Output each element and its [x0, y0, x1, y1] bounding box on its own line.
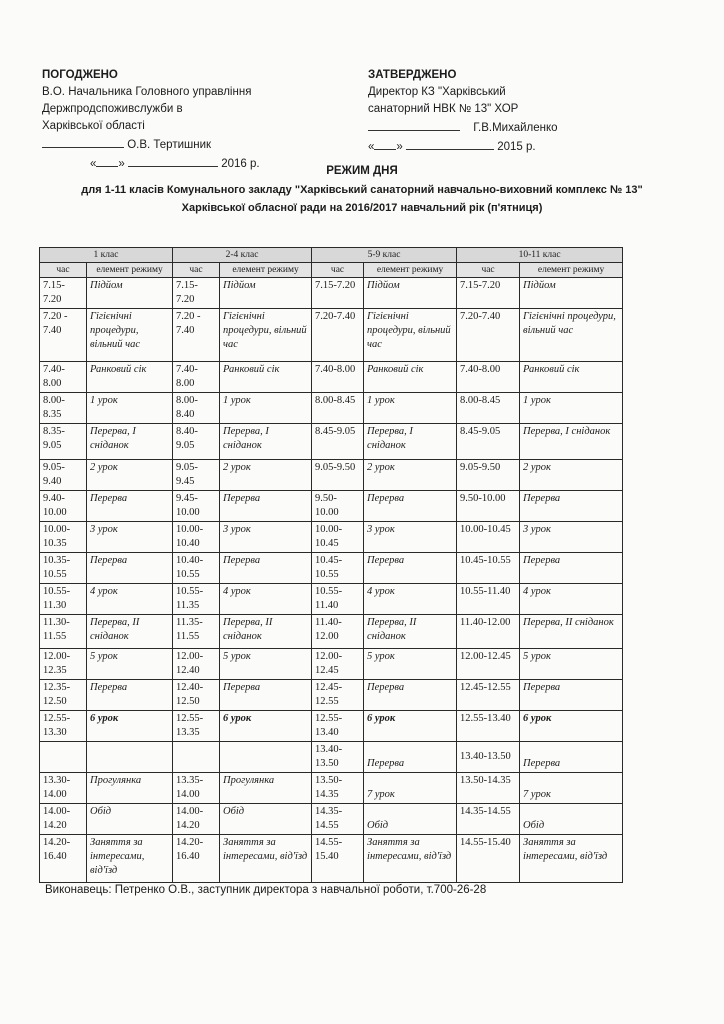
time-cell: 10.00-10.45: [312, 522, 364, 553]
time-cell: 12.55-13.35: [173, 711, 220, 742]
time-cell: 12.00-12.45: [457, 649, 520, 680]
activity-cell: 6 урок: [364, 711, 457, 742]
table-row: [40, 835, 623, 883]
table-row: [40, 309, 623, 362]
group-header: 1 клас: [40, 248, 173, 263]
activity-cell: Ранковий сік: [520, 362, 623, 393]
activity-cell: Перерва: [520, 742, 623, 773]
activity-cell: Перерва, ІІ сніданок: [220, 615, 312, 649]
activity-cell: [220, 742, 312, 773]
time-cell: 14.20-16.40: [173, 835, 220, 883]
time-cell: 8.00-8.45: [312, 393, 364, 424]
table-row: [40, 711, 623, 742]
time-cell: 14.00-14.20: [173, 804, 220, 835]
time-cell: 7.15-7.20: [173, 278, 220, 309]
activity-cell: 3 урок: [220, 522, 312, 553]
month-blank: [406, 137, 494, 150]
table-row: [40, 615, 623, 649]
time-cell: 8.00-8.35: [40, 393, 87, 424]
activity-cell: Заняття за інтересами, від'їзд: [520, 835, 623, 883]
time-cell: 14.55-15.40: [312, 835, 364, 883]
table-row: [40, 553, 623, 584]
activity-cell: Перерва, І сніданок: [220, 424, 312, 460]
time-cell: 8.45-9.05: [457, 424, 520, 460]
signature-line: [368, 118, 558, 137]
group-header-row: [40, 248, 623, 263]
activity-cell: 2 урок: [87, 460, 173, 491]
table-row: [40, 424, 623, 460]
approval-line: Директор КЗ "Харківський: [368, 86, 506, 98]
time-cell: 13.30-14.00: [40, 773, 87, 804]
signer-name: О.В. Тертишник: [127, 139, 212, 151]
activity-cell: 1 урок: [220, 393, 312, 424]
time-cell: 10.00-10.45: [457, 522, 520, 553]
activity-cell: Гігієнічні процедури, вільний час: [87, 309, 173, 362]
activity-cell: Перерва, ІІ сніданок: [87, 615, 173, 649]
activity-cell: Ранковий сік: [220, 362, 312, 393]
activity-cell: 7 урок: [364, 773, 457, 804]
time-cell: 7.40-8.00: [457, 362, 520, 393]
time-cell: 12.45-12.55: [312, 680, 364, 711]
group-header: 10-11 клас: [457, 248, 623, 263]
activity-cell: 7 урок: [520, 773, 623, 804]
time-cell: 13.50-14.35: [457, 773, 520, 804]
time-cell: 11.40-12.00: [312, 615, 364, 649]
table-row: [40, 278, 623, 309]
activity-cell: 3 урок: [364, 522, 457, 553]
time-cell: 8.00-8.45: [457, 393, 520, 424]
date-open-quote: «: [90, 158, 97, 170]
time-cell: 14.35-14.55: [457, 804, 520, 835]
activity-cell: Обід: [87, 804, 173, 835]
activity-cell: Перерва: [520, 553, 623, 584]
time-cell: 7.40-8.00: [173, 362, 220, 393]
time-cell: 12.45-12.55: [457, 680, 520, 711]
activity-cell: 4 урок: [520, 584, 623, 615]
time-header: час: [457, 263, 520, 278]
time-cell: 10.55-11.30: [40, 584, 87, 615]
activity-cell: Перерва: [364, 680, 457, 711]
activity-cell: Обід: [364, 804, 457, 835]
activity-cell: Обід: [520, 804, 623, 835]
time-cell: 12.55-13.40: [457, 711, 520, 742]
schedule-table: [39, 247, 623, 883]
executor-footer: Виконавець: Петренко О.В., заступник директора з навчальної роботи, т.700-26-28: [45, 884, 487, 896]
signature-blank: [368, 118, 460, 131]
document-subtitle-1: для 1-11 класів Комунального закладу "Харківський санаторний навчально-виховний комплекс № 13": [81, 184, 643, 196]
element-header: елемент режиму: [87, 263, 173, 278]
time-cell: 9.05-9.40: [40, 460, 87, 491]
time-cell: 7.15-7.20: [457, 278, 520, 309]
time-cell: 8.00-8.40: [173, 393, 220, 424]
activity-cell: Перерва: [220, 680, 312, 711]
element-header: елемент режиму: [220, 263, 312, 278]
year: 2016 р.: [221, 158, 260, 170]
time-cell: 12.00-12.35: [40, 649, 87, 680]
table-row: [40, 460, 623, 491]
activity-cell: 4 урок: [364, 584, 457, 615]
activity-cell: Прогулянка: [87, 773, 173, 804]
time-header: час: [312, 263, 364, 278]
group-header: 2-4 клас: [173, 248, 312, 263]
activity-cell: 5 урок: [520, 649, 623, 680]
table-row: [40, 491, 623, 522]
table-row: [40, 649, 623, 680]
activity-cell: 2 урок: [520, 460, 623, 491]
activity-cell: Перерва: [87, 553, 173, 584]
activity-cell: 6 урок: [87, 711, 173, 742]
date-close-quote: »: [396, 141, 403, 153]
time-cell: 12.00-12.40: [173, 649, 220, 680]
activity-cell: Ранковий сік: [87, 362, 173, 393]
time-cell: 8.35-9.05: [40, 424, 87, 460]
schedule-body: [40, 278, 623, 883]
activity-cell: Перерва: [364, 553, 457, 584]
time-cell: 9.50-10.00: [312, 491, 364, 522]
activity-cell: Перерва: [520, 491, 623, 522]
approval-line: Харківської області: [42, 120, 145, 132]
time-cell: 9.40-10.00: [40, 491, 87, 522]
signer-name: Г.В.Михайленко: [473, 122, 558, 134]
activity-cell: 2 урок: [220, 460, 312, 491]
activity-cell: 6 урок: [220, 711, 312, 742]
time-cell: 14.35-14.55: [312, 804, 364, 835]
time-cell: 14.00-14.20: [40, 804, 87, 835]
time-cell: 9.05-9.50: [312, 460, 364, 491]
activity-cell: Перерва, І сніданок: [364, 424, 457, 460]
time-cell: 13.50-14.35: [312, 773, 364, 804]
time-cell: 10.40-10.55: [173, 553, 220, 584]
table-row: [40, 804, 623, 835]
table-row: [40, 773, 623, 804]
time-header: час: [40, 263, 87, 278]
time-cell: 7.40-8.00: [40, 362, 87, 393]
activity-cell: 2 урок: [364, 460, 457, 491]
date-close-quote: »: [118, 158, 125, 170]
activity-cell: 1 урок: [364, 393, 457, 424]
activity-cell: 5 урок: [87, 649, 173, 680]
activity-cell: Перерва: [220, 491, 312, 522]
time-cell: 12.40-12.50: [173, 680, 220, 711]
activity-cell: Перерва: [364, 742, 457, 773]
time-cell: [40, 742, 87, 773]
approval-title-left: ПОГОДЖЕНО: [42, 69, 118, 81]
activity-cell: Обід: [220, 804, 312, 835]
element-header: елемент режиму: [364, 263, 457, 278]
time-cell: 10.35-10.55: [40, 553, 87, 584]
signature-line: [42, 135, 260, 154]
time-cell: 12.55-13.40: [312, 711, 364, 742]
activity-cell: Ранковий сік: [364, 362, 457, 393]
group-header: 5-9 клас: [312, 248, 457, 263]
time-cell: 11.30-11.55: [40, 615, 87, 649]
approval-line: Держпродспоживслужби в: [42, 103, 183, 115]
time-cell: 10.45-10.55: [457, 553, 520, 584]
time-cell: 10.00-10.40: [173, 522, 220, 553]
activity-cell: 1 урок: [87, 393, 173, 424]
time-cell: 9.05-9.50: [457, 460, 520, 491]
time-cell: 8.40-9.05: [173, 424, 220, 460]
time-cell: 11.35-11.55: [173, 615, 220, 649]
table-row: [40, 742, 623, 773]
activity-cell: 6 урок: [520, 711, 623, 742]
activity-cell: 4 урок: [87, 584, 173, 615]
time-cell: 13.35-14.00: [173, 773, 220, 804]
activity-cell: Перерва: [364, 491, 457, 522]
date-open-quote: «: [368, 141, 375, 153]
activity-cell: [87, 742, 173, 773]
activity-cell: Перерва, І сніданок: [520, 424, 623, 460]
activity-cell: Заняття за інтересами, від'їзд: [220, 835, 312, 883]
activity-cell: 1 урок: [520, 393, 623, 424]
activity-cell: Гігієнічні процедури, вільний час: [520, 309, 623, 362]
table-row: [40, 680, 623, 711]
approval-block-right: [368, 67, 558, 156]
activity-cell: Перерва: [220, 553, 312, 584]
time-cell: 10.00-10.35: [40, 522, 87, 553]
activity-cell: 3 урок: [87, 522, 173, 553]
time-cell: 10.55-11.40: [312, 584, 364, 615]
approval-block-left: [42, 67, 260, 173]
table-row: [40, 522, 623, 553]
time-cell: 12.55-13.30: [40, 711, 87, 742]
time-cell: 14.20-16.40: [40, 835, 87, 883]
activity-cell: Перерва: [520, 680, 623, 711]
time-cell: 7.20 - 7.40: [40, 309, 87, 362]
activity-cell: Гігієнічні процедури, вільний час: [220, 309, 312, 362]
table-row: [40, 393, 623, 424]
day-blank: [374, 137, 396, 150]
activity-cell: Підйом: [87, 278, 173, 309]
activity-cell: 3 урок: [520, 522, 623, 553]
sub-header-row: [40, 263, 623, 278]
time-cell: 7.20-7.40: [457, 309, 520, 362]
time-cell: 12.35-12.50: [40, 680, 87, 711]
time-cell: 7.20 - 7.40: [173, 309, 220, 362]
time-cell: 10.55-11.40: [457, 584, 520, 615]
date-line: [368, 137, 558, 156]
approval-title-right: ЗАТВЕРДЖЕНО: [368, 69, 457, 81]
activity-cell: Перерва: [87, 680, 173, 711]
time-cell: 14.55-15.40: [457, 835, 520, 883]
time-cell: 11.40-12.00: [457, 615, 520, 649]
time-cell: 9.45-10.00: [173, 491, 220, 522]
time-cell: 7.15-7.20: [40, 278, 87, 309]
time-cell: 9.05-9.45: [173, 460, 220, 491]
document-subtitle-2: Харківської обласної ради на 2016/2017 навчальний рік (п'ятниця): [181, 202, 543, 214]
activity-cell: 5 урок: [220, 649, 312, 680]
activity-cell: Підйом: [520, 278, 623, 309]
time-cell: [173, 742, 220, 773]
time-cell: 13.40-13.50: [457, 742, 520, 773]
time-cell: 10.55-11.35: [173, 584, 220, 615]
year: 2015 р.: [497, 141, 536, 153]
table-row: [40, 584, 623, 615]
activity-cell: Підйом: [220, 278, 312, 309]
activity-cell: Перерва, І сніданок: [87, 424, 173, 460]
element-header: елемент режиму: [520, 263, 623, 278]
time-header: час: [173, 263, 220, 278]
time-cell: 7.15-7.20: [312, 278, 364, 309]
table-row: [40, 362, 623, 393]
time-cell: 7.40-8.00: [312, 362, 364, 393]
approval-line: санаторний НВК № 13" ХОР: [368, 103, 519, 115]
signature-blank: [42, 135, 124, 148]
time-cell: 7.20-7.40: [312, 309, 364, 362]
time-cell: 10.45-10.55: [312, 553, 364, 584]
activity-cell: Перерва, ІІ сніданок: [520, 615, 623, 649]
time-cell: 8.45-9.05: [312, 424, 364, 460]
activity-cell: Заняття за інтересами, від'їзд: [364, 835, 457, 883]
approval-line: В.О. Начальника Головного управління: [42, 86, 252, 98]
activity-cell: Перерва, ІІ сніданок: [364, 615, 457, 649]
document-title: РЕЖИМ ДНЯ: [326, 165, 398, 177]
time-cell: 9.50-10.00: [457, 491, 520, 522]
activity-cell: Підйом: [364, 278, 457, 309]
time-cell: 13.40-13.50: [312, 742, 364, 773]
activity-cell: 4 урок: [220, 584, 312, 615]
activity-cell: 5 урок: [364, 649, 457, 680]
time-cell: 12.00-12.45: [312, 649, 364, 680]
activity-cell: Заняття за інтересами, від'їзд: [87, 835, 173, 883]
activity-cell: Прогулянка: [220, 773, 312, 804]
activity-cell: Гігієнічні процедури, вільний час: [364, 309, 457, 362]
activity-cell: Перерва: [87, 491, 173, 522]
